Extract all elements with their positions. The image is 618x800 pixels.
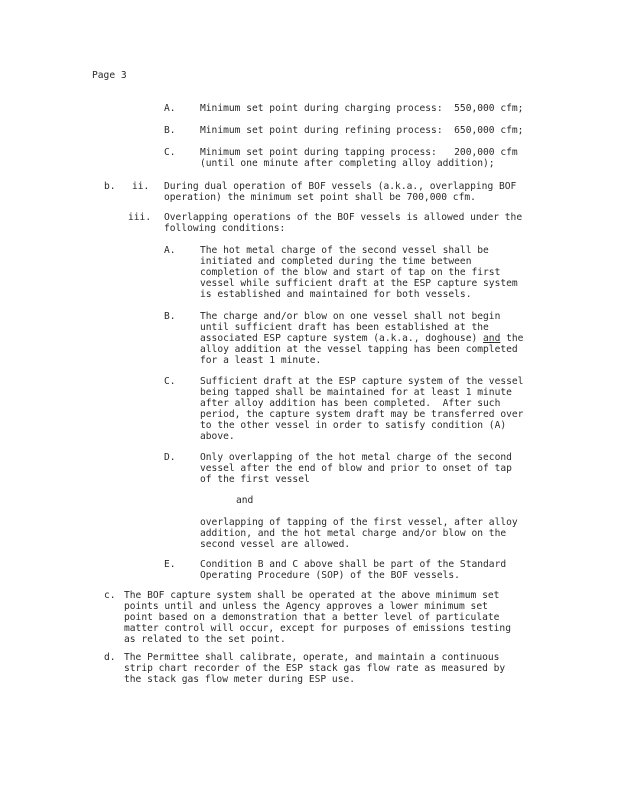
condition-b-line-5: for a least 1 minute. — [200, 355, 322, 366]
section-b-label: b. — [104, 181, 116, 192]
section-ii-label: ii. — [132, 181, 150, 192]
section-ii-line-1: During dual operation of BOF vessels (a.k.a., overlapping BOF — [164, 181, 517, 192]
paragraph-d-line-2: strip chart recorder of the ESP stack gas flow rate as measured by — [124, 663, 506, 674]
paragraph-c-line-5: as related to the set point. — [124, 634, 286, 645]
condition-c-line-4: period, the capture system draft may be transferred over — [200, 409, 524, 420]
condition-d-and: and — [236, 495, 254, 506]
item-a-label: A. — [164, 103, 176, 114]
item-c-line-2: (until one minute after completing alloy addition); — [200, 158, 495, 169]
condition-a-line-2: initiated and completed during the time between — [200, 256, 472, 267]
section-iii-label: iii. — [128, 212, 152, 223]
condition-b-line-2: until sufficient draft has been established at the — [200, 322, 489, 333]
condition-b-line-3-pre: associated ESP capture system (a.k.a., doghouse) — [200, 333, 484, 344]
paragraph-c-line-3: point based on a demonstration that a better level of particulate — [124, 612, 500, 623]
condition-c-line-2: being tapped shall be maintained for at least 1 minute — [200, 387, 512, 398]
condition-d-line-2: vessel after the end of blow and prior to onset of tap — [200, 463, 512, 474]
condition-b-line-3-post: the — [500, 333, 524, 344]
condition-d-line-1: Only overlapping of the hot metal charge of the second — [200, 452, 512, 463]
paragraph-d-line-1: The Permittee shall calibrate, operate, and maintain a continuous — [124, 652, 500, 663]
paragraph-c-line-2: points until and unless the Agency approves a lower minimum set — [124, 601, 488, 612]
condition-b-label: B. — [164, 311, 176, 322]
condition-d-line-5: addition, and the hot metal charge and/or blow on the — [200, 528, 507, 539]
condition-c-label: C. — [164, 376, 176, 387]
condition-d-line-3: of the first vessel — [200, 474, 310, 485]
paragraph-c-line-4: matter control will occur, except for purposes of emissions testing — [124, 623, 511, 634]
item-c-label: C. — [164, 147, 176, 158]
condition-c-line-5: to the other vessel in order to satisfy condition (A) — [200, 420, 507, 431]
condition-a-label: A. — [164, 245, 176, 256]
condition-e-line-2: Operating Procedure (SOP) of the BOF vessels. — [200, 570, 460, 581]
item-a-text: Minimum set point during charging process: 550,000 cfm; — [200, 103, 524, 114]
section-ii-line-2: operation) the minimum set point shall be 700,000 cfm. — [164, 192, 476, 203]
item-b-text: Minimum set point during refining process: 650,000 cfm; — [200, 125, 524, 136]
page-label: Page 3 — [92, 70, 127, 81]
condition-a-line-4: vessel while sufficient draft at the ESP capture system — [200, 278, 518, 289]
item-c-line-1: Minimum set point during tapping process: 200,000 cfm — [200, 147, 518, 158]
paragraph-c-line-1: The BOF capture system shall be operated at the above minimum set — [124, 590, 500, 601]
condition-c-line-6: above. — [200, 431, 235, 442]
condition-e-line-1: Condition B and C above shall be part of the Standard — [200, 559, 507, 570]
condition-c-line-3: after alloy addition has been completed. After such — [200, 398, 501, 409]
condition-b-line-1: The charge and/or blow on one vessel shall not begin — [200, 311, 501, 322]
paragraph-d-label: d. — [104, 652, 116, 663]
section-iii-line-1: Overlapping operations of the BOF vessels is allowed under the — [164, 212, 523, 223]
condition-d-label: D. — [164, 452, 176, 463]
paragraph-c-label: c. — [104, 590, 116, 601]
condition-a-line-3: completion of the blow and start of tap on the first — [200, 267, 501, 278]
condition-e-label: E. — [164, 559, 176, 570]
condition-c-line-1: Sufficient draft at the ESP capture system of the vessel — [200, 376, 524, 387]
condition-b-underlined-and: and — [483, 333, 501, 344]
condition-d-line-6: second vessel are allowed. — [200, 539, 351, 550]
paragraph-d-line-3: the stack gas flow meter during ESP use. — [124, 674, 356, 685]
condition-d-line-4: overlapping of tapping of the first vessel, after alloy — [200, 517, 518, 528]
item-b-label: B. — [164, 125, 176, 136]
condition-b-line-4: alloy addition at the vessel tapping has been completed — [200, 344, 518, 355]
section-iii-line-2: following conditions: — [164, 223, 286, 234]
condition-a-line-1: The hot metal charge of the second vessel shall be — [200, 245, 489, 256]
condition-a-line-5: is established and maintained for both vessels. — [200, 289, 472, 300]
